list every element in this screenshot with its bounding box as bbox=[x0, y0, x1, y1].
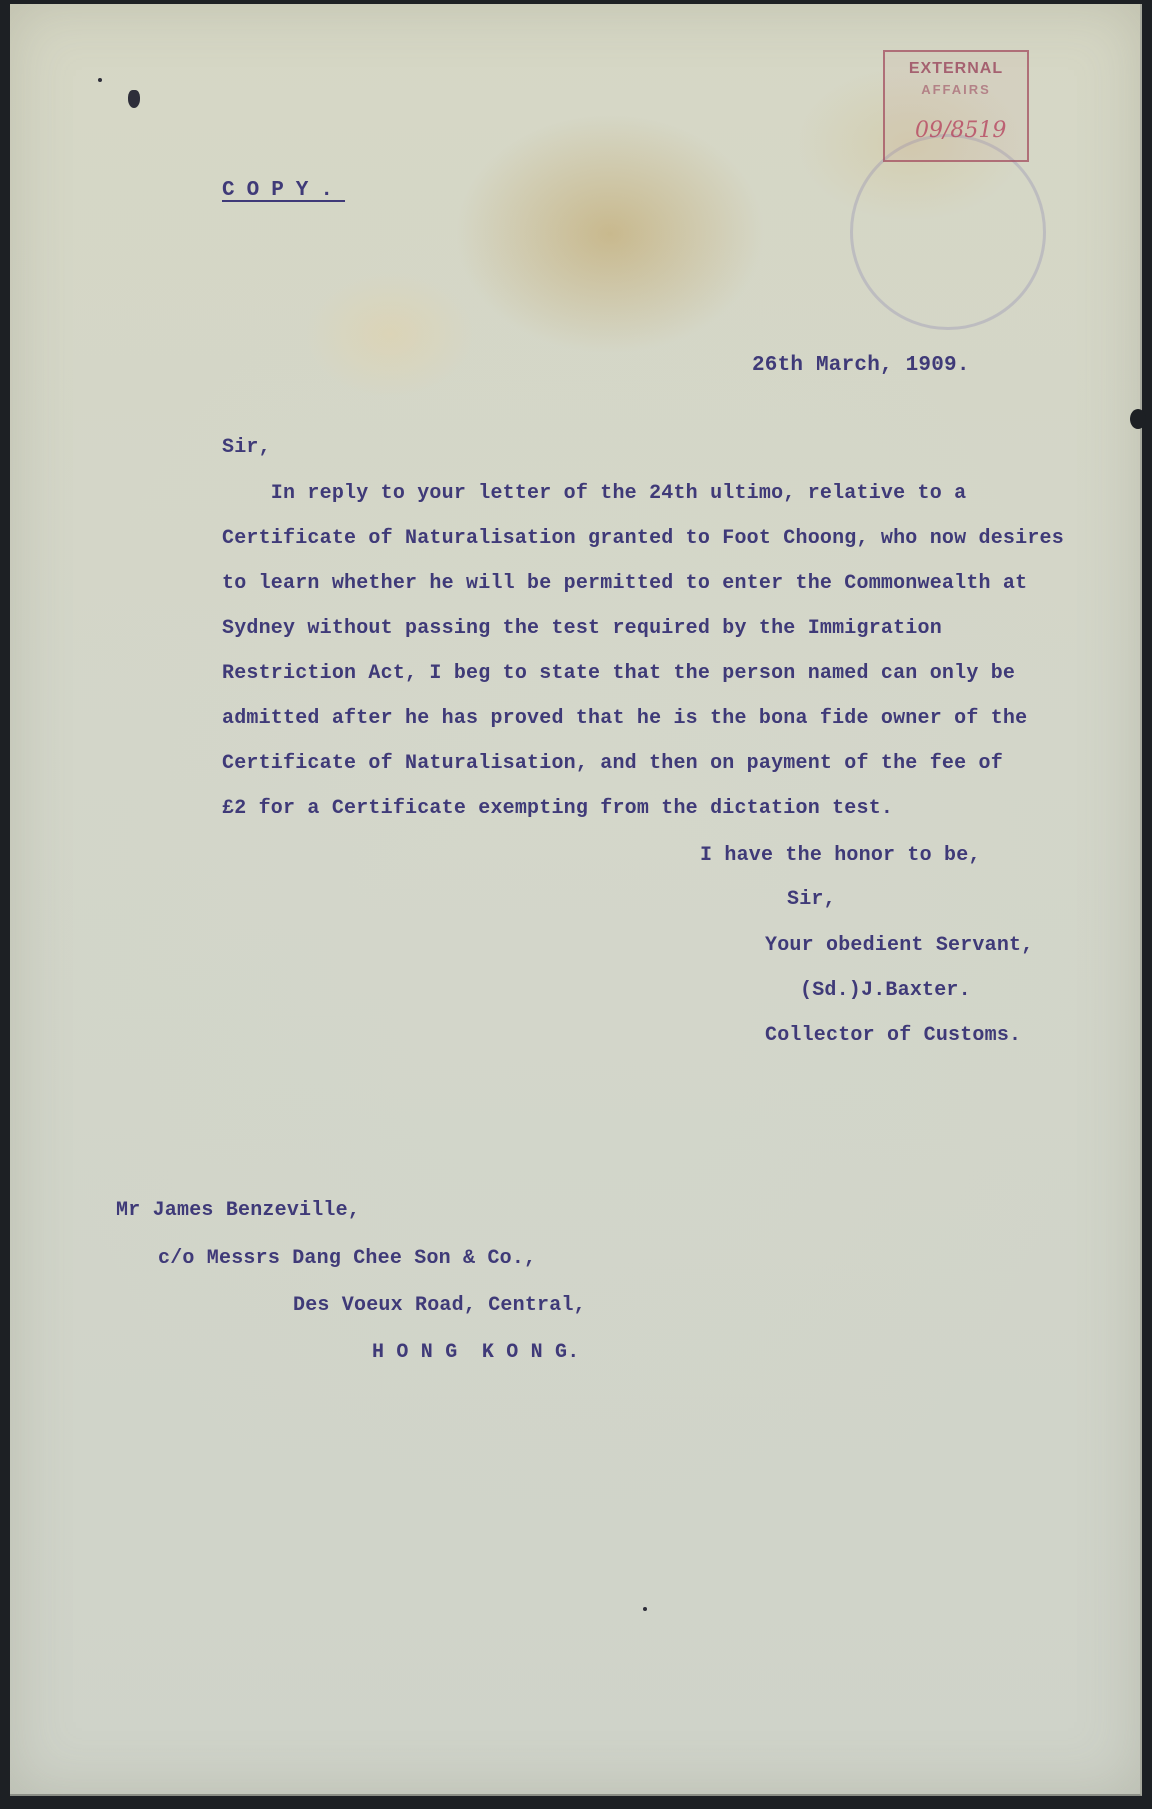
body-line: Certificate of Naturalisation, and then on payment of the fee of bbox=[222, 752, 1003, 775]
letter-date: 26th March, 1909. bbox=[752, 354, 970, 377]
signoff-servant: Your obedient Servant, bbox=[765, 934, 1034, 957]
stamp-title: EXTERNAL bbox=[908, 60, 1004, 77]
document-heading: COPY. bbox=[222, 179, 346, 202]
signature: (Sd.)J.Baxter. bbox=[800, 979, 971, 1002]
signoff-line: I have the honor to be, bbox=[700, 844, 981, 867]
body-line: Restriction Act, I beg to state that the person named can only be bbox=[222, 662, 1016, 685]
stamp-subtitle: AFFAIRS bbox=[921, 82, 991, 97]
signatory-title: Collector of Customs. bbox=[765, 1024, 1022, 1047]
recipient-city: H O N G K O N G. bbox=[372, 1341, 580, 1364]
recipient-street: Des Voeux Road, Central, bbox=[293, 1294, 586, 1317]
signoff-sir: Sir, bbox=[787, 888, 836, 911]
document-page bbox=[10, 4, 1142, 1796]
external-affairs-stamp bbox=[883, 50, 1029, 162]
salutation: Sir, bbox=[222, 436, 271, 459]
ink-blot bbox=[128, 90, 140, 108]
body-line: Certificate of Naturalisation granted to Foot Choong, who now desires bbox=[222, 527, 1064, 550]
body-line: to learn whether he will be permitted to enter the Commonwealth at bbox=[222, 572, 1028, 595]
circular-stamp bbox=[850, 134, 1046, 330]
edge-mark bbox=[1130, 409, 1146, 429]
recipient-line: c/o Messrs Dang Chee Son & Co., bbox=[158, 1247, 537, 1270]
body-line: In reply to your letter of the 24th ultimo, relative to a bbox=[222, 482, 967, 505]
body-line: £2 for a Certificate exempting from the dictation test. bbox=[222, 797, 894, 820]
ink-dot bbox=[643, 1607, 647, 1611]
body-line: Sydney without passing the test required by the Immigration bbox=[222, 617, 942, 640]
ink-dot bbox=[98, 78, 102, 82]
stamp-number: 09/8519 bbox=[915, 118, 1007, 143]
body-line: admitted after he has proved that he is the bona fide owner of the bbox=[222, 707, 1028, 730]
recipient-name: Mr James Benzeville, bbox=[116, 1199, 361, 1222]
